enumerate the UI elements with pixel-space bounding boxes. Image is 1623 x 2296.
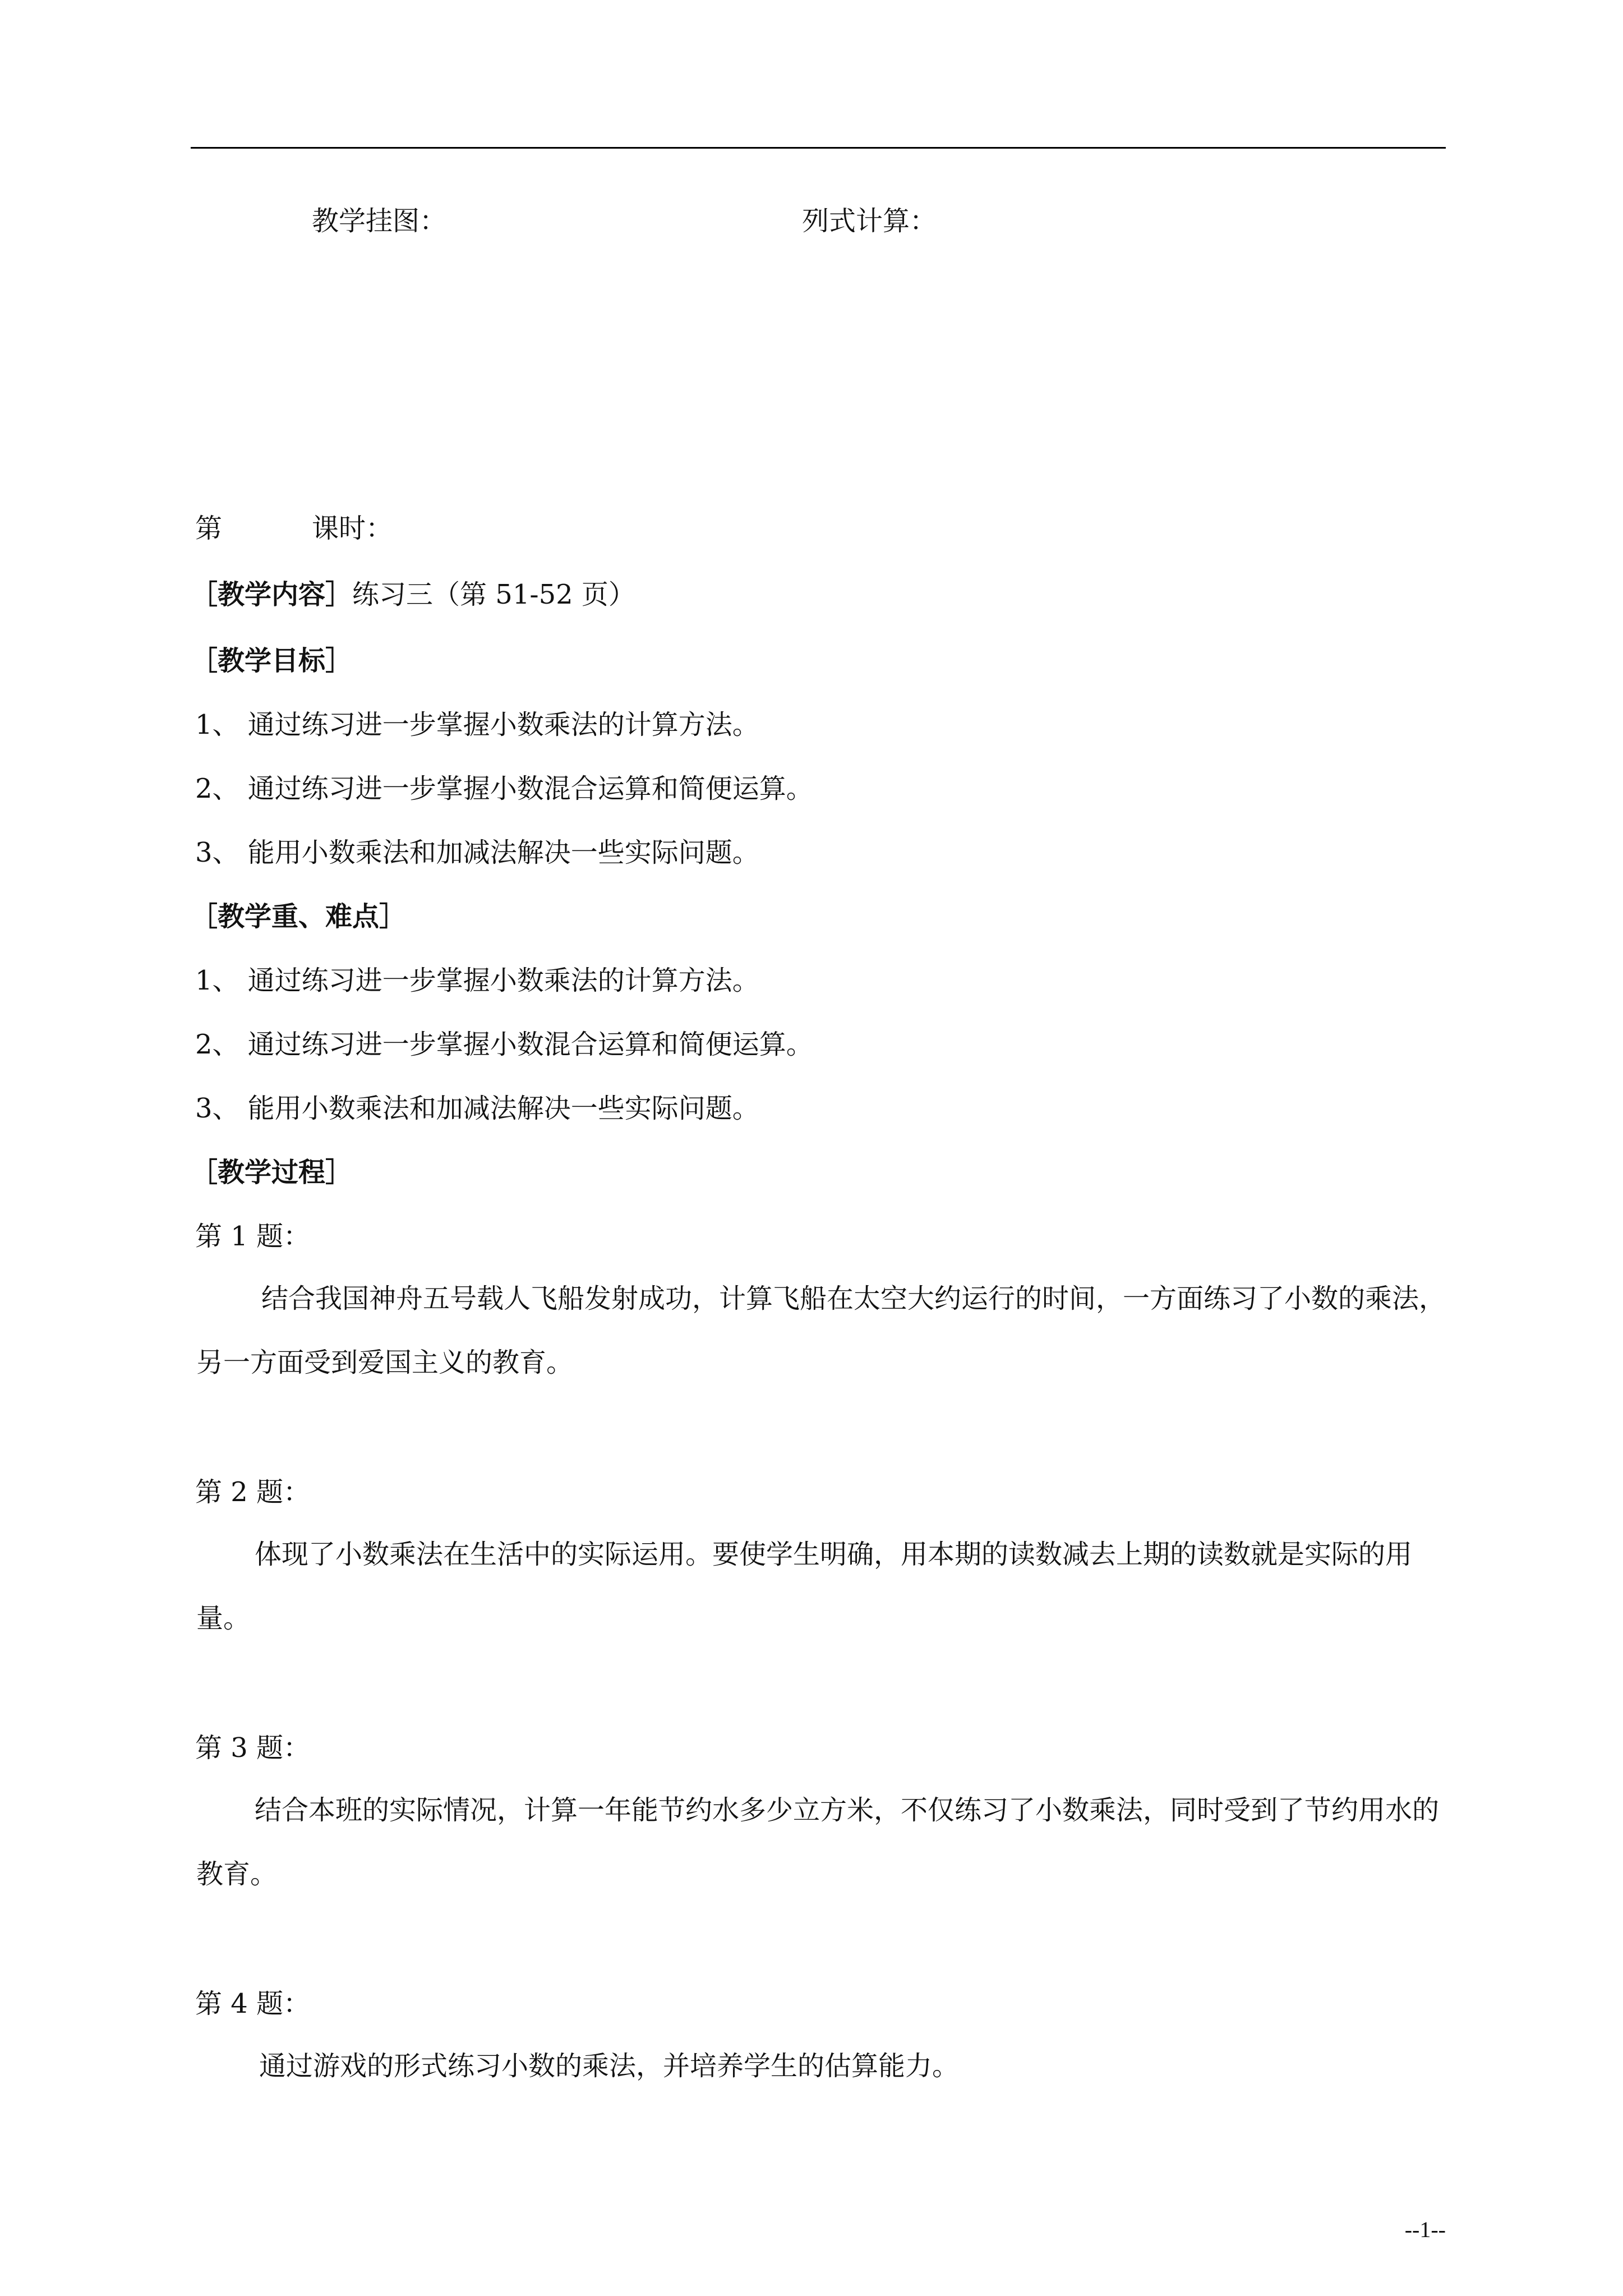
objective-item: 3、 能用小数乘法和加减法解决一些实际问题。	[195, 837, 759, 868]
content-label: ［教学内容］	[191, 579, 353, 610]
question-title: 第 2 题：	[195, 1476, 311, 1508]
content-text: 练习三（第 51-52 页）	[352, 579, 635, 610]
key-points-heading: ［教学重、难点］	[191, 901, 407, 932]
question-title: 第 1 题：	[195, 1221, 311, 1252]
question-text: 通过游戏的形式练习小数的乘法，并培养学生的估算能力。	[259, 2050, 960, 2082]
question-text: 体现了小数乘法在生活中的实际运用。要使学生明确，用本期的读数减去上期的读数就是实际的用量。	[196, 1539, 1413, 1634]
objective-item: 2、 通过练习进一步掌握小数混合运算和简便运算。	[195, 773, 813, 804]
question-text: 结合本班的实际情况，计算一年能节约水多少立方米，不仅练习了小数乘法，同时受到了节约用水的教育。	[196, 1795, 1440, 1890]
calculation-label: 列式计算：	[802, 205, 937, 237]
lesson-period-prefix: 第	[195, 513, 223, 544]
key-point-item: 2、 通过练习进一步掌握小数混合运算和简便运算。	[195, 1029, 813, 1060]
process-heading: ［教学过程］	[191, 1157, 353, 1188]
question-title: 第 3 题：	[195, 1732, 311, 1764]
wall-chart-label: 教学挂图：	[312, 205, 447, 237]
question-text: 结合我国神舟五号载人飞船发射成功，计算飞船在太空大约运行的时间，一方面练习了小数的乘法，另一方面受到爱国主义的教育。	[196, 1283, 1446, 1378]
key-point-item: 1、 通过练习进一步掌握小数乘法的计算方法。	[195, 965, 759, 996]
page-number: --1--	[1404, 2217, 1446, 2242]
objectives-heading: ［教学目标］	[191, 645, 353, 677]
question-title: 第 4 题：	[195, 1988, 311, 2019]
lesson-period-suffix: 课时：	[312, 513, 393, 544]
header-rule	[191, 147, 1446, 149]
objective-item: 1、 通过练习进一步掌握小数乘法的计算方法。	[195, 709, 759, 740]
content-line	[191, 578, 635, 611]
key-point-item: 3、 能用小数乘法和加减法解决一些实际问题。	[195, 1093, 759, 1124]
